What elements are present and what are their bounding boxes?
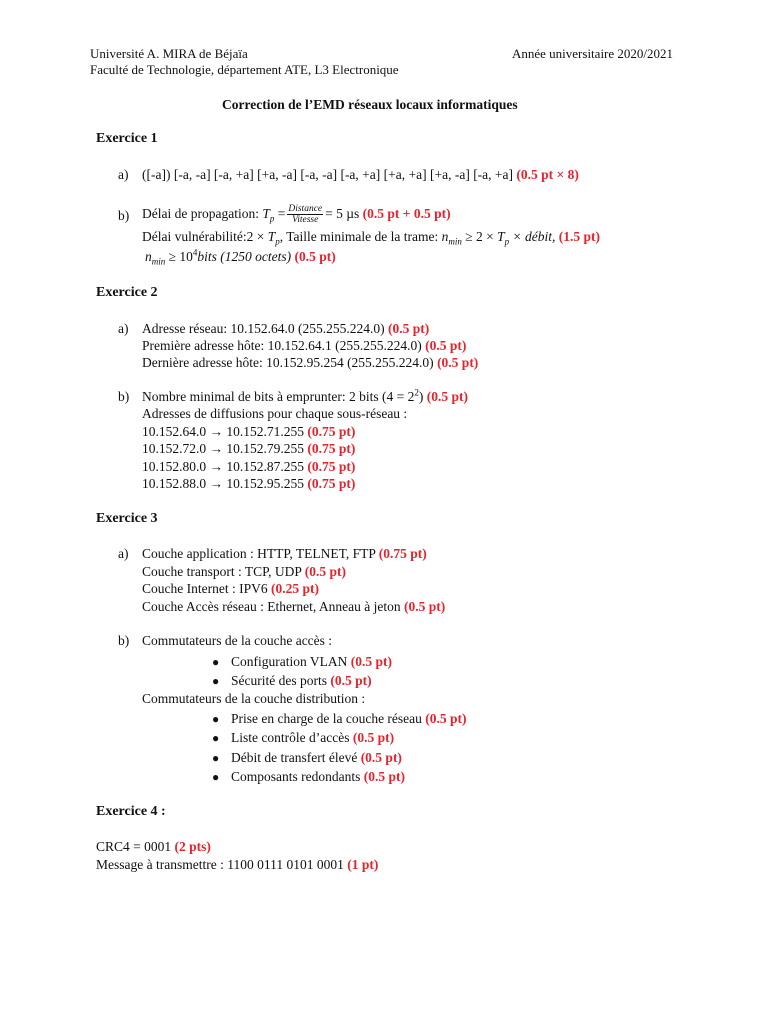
ex2-range-text-1: 10.152.64.0 → 10.152.71.255 <box>142 424 304 439</box>
ex3-a-line-1 <box>142 545 427 563</box>
ex4-crc-line <box>96 838 211 856</box>
ex3-a-points-4: (0.5 pt) <box>404 599 446 614</box>
ex1-b1-result: = 5 µs <box>325 206 360 221</box>
ex3-a-line-3 <box>142 580 319 598</box>
ex1-a-line <box>142 166 579 184</box>
tp-subscript: p <box>269 213 275 224</box>
exercise-1-heading: Exercice 1 <box>96 131 158 146</box>
ex3-b-item-text-4: Liste contrôle d’accès <box>231 730 350 745</box>
exercise-2-heading: Exercice 2 <box>96 285 158 300</box>
ex1-b-line-1: Délai de propagation: $T_p$ = $\frac{\text{Distance}}{\text{Vitesse}}$ = 5 µs (0.5 pt + 0.5 pt) <box>142 204 451 226</box>
n-min-symbol-2: n <box>145 249 152 264</box>
ex2-a-line-3 <box>142 354 478 372</box>
ex2-b-text-1: Nombre minimal de bits à emprunter: 2 bits (4 = 2 <box>142 389 415 404</box>
ex3-b-item-points-3: (0.5 pt) <box>425 711 467 726</box>
ex3-a-points-3: (0.25 pt) <box>270 581 319 596</box>
ex2-b-range-1 <box>142 423 355 441</box>
exercise-3-heading: Exercice 3 <box>96 511 158 526</box>
ex1-b1-prefix: Délai de propagation: <box>142 206 263 221</box>
ex3-b-item-points-5: (0.5 pt) <box>360 750 402 765</box>
ex3-a-label: a) <box>118 546 129 561</box>
ex2-b-exponent: 2 <box>414 387 419 398</box>
tp-subscript-3: p <box>504 236 510 247</box>
ex2-range-text-4: 10.152.88.0 → 10.152.95.255 <box>142 476 304 491</box>
debit-term: × débit, <box>512 229 556 244</box>
ex1-b3-points: (0.5 pt) <box>294 249 336 264</box>
ex4-message-line <box>96 856 378 874</box>
ex1-b2-points: (1.5 pt) <box>558 229 600 244</box>
ex4-crc-points: (2 pts) <box>174 839 211 854</box>
ex2-a-line-2 <box>142 337 466 355</box>
ex2-range-points-4: (0.75 pt) <box>307 476 356 491</box>
university-name: Université A. MIRA de Béjaïa <box>90 46 248 61</box>
fraction-denominator: Vitesse <box>292 215 319 226</box>
tp-subscript-2: p <box>275 236 280 247</box>
bullet-icon: ● <box>212 751 220 765</box>
ex2-b-line-2: Adresses de diffusions pour chaque sous-réseau : <box>142 406 408 421</box>
tp-symbol: T <box>262 206 270 221</box>
ex2-range-text-2: 10.152.72.0 → 10.152.79.255 <box>142 441 304 456</box>
tp-symbol-2: T <box>267 229 276 244</box>
ex1-b3-exponent: 4 <box>192 247 198 258</box>
ex3-b-item-5 <box>231 749 402 767</box>
ex3-b-item-3 <box>231 710 467 728</box>
ex2-b-close-paren: ) <box>418 389 424 404</box>
ex3-b-item-text-6: Composants redondants <box>231 769 361 784</box>
bullet-icon: ● <box>212 770 220 784</box>
ex2-a-points-2: (0.5 pt) <box>425 338 467 353</box>
ex1-b-line-3 <box>145 248 336 266</box>
ex2-b-range-4 <box>142 475 355 493</box>
ex3-a-points-2: (0.5 pt) <box>304 564 347 579</box>
ex3-a-points-1: (0.75 pt) <box>378 546 427 561</box>
academic-year: Année universitaire 2020/2021 <box>512 46 674 61</box>
ex2-a-text-1: Adresse réseau: 10.152.64.0 (255.255.224.0) <box>142 321 385 336</box>
ex3-b-item-text-2: Sécurité des ports <box>231 673 327 688</box>
ex3-b-label: b) <box>118 633 130 648</box>
ex2-a-points-1: (0.5 pt) <box>387 321 430 336</box>
ex2-a-label: a) <box>118 321 129 336</box>
ex4-message-points: (1 pt) <box>347 857 379 872</box>
ex3-b-item-2 <box>231 672 372 690</box>
bullet-icon: ● <box>212 731 220 745</box>
ex3-a-text-4: Couche Accès réseau : Ethernet, Anneau à jeton <box>142 599 401 614</box>
ex2-b-range-2 <box>142 440 355 458</box>
n-min-symbol: n <box>441 229 449 244</box>
ex2-a-points-3: (0.5 pt) <box>437 355 479 370</box>
ex3-b-item-text-5: Débit de transfert élevé <box>231 750 358 765</box>
ex1-b2-prefix: Délai vulnérabilité:2 × <box>142 229 268 244</box>
bullet-icon: ● <box>212 712 220 726</box>
ex3-b-item-points-2: (0.5 pt) <box>330 673 372 688</box>
ex3-b-heading-2: Commutateurs de la couche distribution : <box>142 691 366 706</box>
page-title: Correction de l’EMD réseaux locaux informatiques <box>222 97 518 112</box>
ex2-b-points-1: (0.5 pt) <box>426 389 468 404</box>
ex3-a-text-3: Couche Internet : IPV6 <box>142 581 268 596</box>
ex3-b-item-1 <box>231 653 392 671</box>
ex2-b-label: b) <box>118 389 130 404</box>
bullet-icon: ● <box>212 674 220 688</box>
ex1-b-line-2 <box>142 228 600 246</box>
ex2-a-text-3: Dernière adresse hôte: 10.152.95.254 (255.255.224.0) <box>142 355 434 370</box>
ex4-message-text: Message à transmettre : 1100 0111 0101 0001 <box>96 857 344 872</box>
ex3-b-item-points-6: (0.5 pt) <box>363 769 405 784</box>
ex1-b-label: b) <box>118 208 130 223</box>
ex3-b-item-points-1: (0.5 pt) <box>350 654 392 669</box>
ex3-a-text-1: Couche application : HTTP, TELNET, FTP <box>142 546 376 561</box>
ex3-b-item-6 <box>231 768 405 786</box>
ex2-range-points-3: (0.75 pt) <box>307 459 356 474</box>
ex3-b-item-text-3: Prise en charge de la couche réseau <box>231 711 422 726</box>
ex1-b1-points: (0.5 pt + 0.5 pt) <box>362 206 451 221</box>
distance-over-speed-fraction <box>287 204 323 225</box>
bullet-icon: ● <box>212 655 220 669</box>
ex2-a-line-1 <box>142 320 429 338</box>
ex1-b2-middle: , Taille minimale de la trame: <box>279 229 442 244</box>
n-min-subscript-2: min <box>151 256 166 267</box>
ex1-b3-bits: bits (1250 octets) <box>197 249 292 264</box>
ex1-a-points: (0.5 pt × 8) <box>516 167 579 182</box>
ex1-a-label: a) <box>118 167 129 182</box>
ex3-a-line-2 <box>142 563 346 581</box>
ex2-range-points-2: (0.75 pt) <box>307 441 356 456</box>
ex3-a-text-2: Couche transport : TCP, UDP <box>142 564 302 579</box>
ex1-b2-inequality: ≥ 2 × <box>465 229 498 244</box>
ex2-b-line-1 <box>142 388 468 406</box>
ex2-range-points-1: (0.75 pt) <box>307 424 356 439</box>
ex3-b-item-4 <box>231 729 394 747</box>
ex2-a-text-2: Première adresse hôte: 10.152.64.1 (255.255.224.0) <box>142 338 422 353</box>
n-min-subscript: min <box>448 236 462 247</box>
ex2-b-range-3 <box>142 458 355 476</box>
ex2-range-text-3: 10.152.80.0 → 10.152.87.255 <box>142 459 304 474</box>
ex3-a-line-4 <box>142 598 445 616</box>
ex3-b-heading-1: Commutateurs de la couche accès : <box>142 633 333 648</box>
faculty-name: Faculté de Technologie, département ATE, L3 Electronique <box>90 62 399 77</box>
exercise-4-heading: Exercice 4 : <box>96 804 166 819</box>
fraction-numerator: Distance <box>288 204 323 215</box>
ex1-a-text: ([-a]) [-a, -a] [-a, +a] [+a, -a] [-a, -a] [-a, +a] [+a, +a] [+a, -a] [-a, +a] <box>142 167 514 182</box>
ex1-b3-inequality: ≥ 10 <box>168 249 193 264</box>
tp-symbol-3: T <box>497 229 505 244</box>
ex3-b-item-points-4: (0.5 pt) <box>352 730 395 745</box>
ex4-crc-text: CRC4 = 0001 <box>96 839 172 854</box>
ex3-b-item-text-1: Configuration VLAN <box>231 654 348 669</box>
